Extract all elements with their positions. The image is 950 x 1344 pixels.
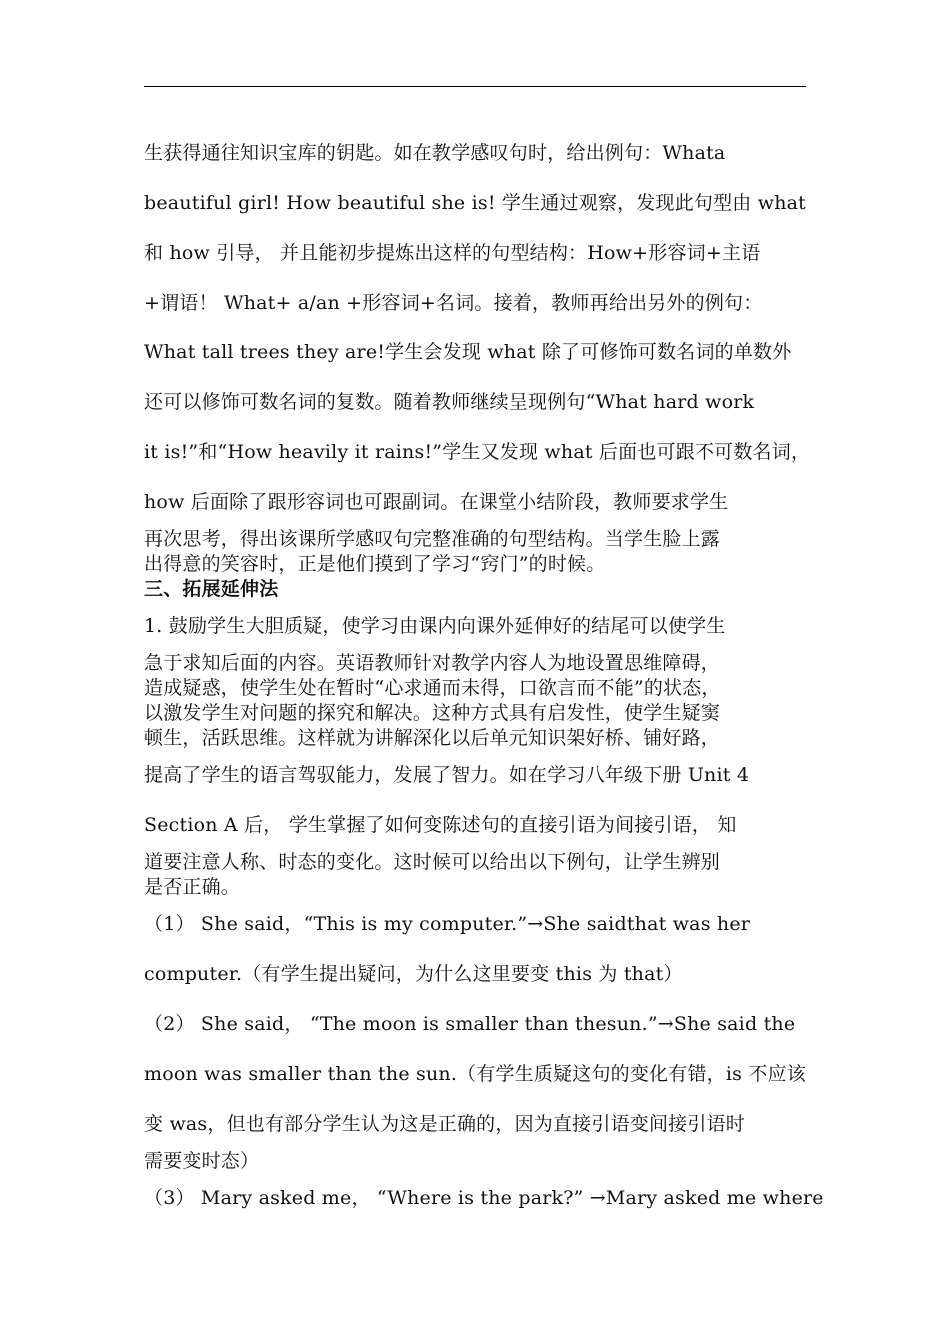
text-line: 1. 鼓励学生大胆质疑，使学习由课内向课外延伸好的结尾可以使学生 (144, 615, 726, 637)
example-line: 需要变时态） (144, 1150, 260, 1172)
example-line: （3） Mary asked me， “Where is the park?” →Mary asked me where (144, 1187, 824, 1209)
text-line: 顿生，活跃思维。这样就为讲解深化以后单元知识架好桥、铺好路， (144, 727, 721, 749)
text-line: 和 how 引导， 并且能初步提炼出这样的句型结构：How+形容词+主语 (144, 242, 761, 264)
text-line: 是否正确。 (144, 876, 241, 898)
text-line: 以激发学生对问题的探究和解决。这种方式具有启发性，使学生疑窦 (144, 702, 721, 724)
text-line: 生获得通往知识宝库的钥匙。如在教学感叹句时，给出例句：Whata (144, 142, 726, 164)
text-line: it is!”和“How heavily it rains!”学生又发现 what 后面也可跟不可数名词， (144, 441, 811, 463)
example-line: 变 was，但也有部分学生认为这是正确的，因为直接引语变间接引语时 (144, 1113, 745, 1135)
text-line: 再次思考，得出该课所学感叹句完整准确的句型结构。当学生脸上露 (144, 528, 721, 550)
text-line: 提高了学生的语言驾驭能力，发展了智力。如在学习八年级下册 Unit 4 (144, 764, 750, 786)
text-line: 急于求知后面的内容。英语教师针对教学内容人为地设置思维障碍， (144, 652, 721, 674)
text-line: Section A 后， 学生掌握了如何变陈述句的直接引语为间接引语， 知 (144, 814, 737, 836)
text-line: beautiful girl! How beautiful she is! 学生通过观察，发现此句型由 what (144, 192, 806, 214)
text-line: 造成疑惑，使学生处在暂时“心求通而未得，口欲言而不能”的状态， (144, 677, 721, 699)
section-heading: 三、拓展延伸法 (144, 578, 279, 600)
example-line: computer.（有学生提出疑问，为什么这里要变 this 为 that） (144, 963, 683, 985)
text-line: 还可以修饰可数名词的复数。随着教师继续呈现例句“What hard work (144, 391, 755, 413)
example-line: （2） She said， “The moon is smaller than thesun.”→She said the (144, 1013, 796, 1035)
text-line: What tall trees they are!学生会发现 what 除了可修饰可数名词的单数外 (144, 341, 792, 363)
header-rule (144, 86, 806, 87)
example-line: （1） She said，“This is my computer.”→She saidthat was her (144, 913, 751, 935)
text-line: 道要注意人称、时态的变化。这时候可以给出以下例句，让学生辨别 (144, 851, 721, 873)
text-line: 出得意的笑容时，正是他们摸到了学习“窍门”的时候。 (144, 553, 606, 575)
text-line: how 后面除了跟形容词也可跟副词。在课堂小结阶段，教师要求学生 (144, 491, 729, 513)
text-line: +谓语！ What+ a/an +形容词+名词。接着，教师再给出另外的例句： (144, 292, 763, 314)
example-line: moon was smaller than the sun.（有学生质疑这句的变化有错，is 不应该 (144, 1063, 806, 1085)
